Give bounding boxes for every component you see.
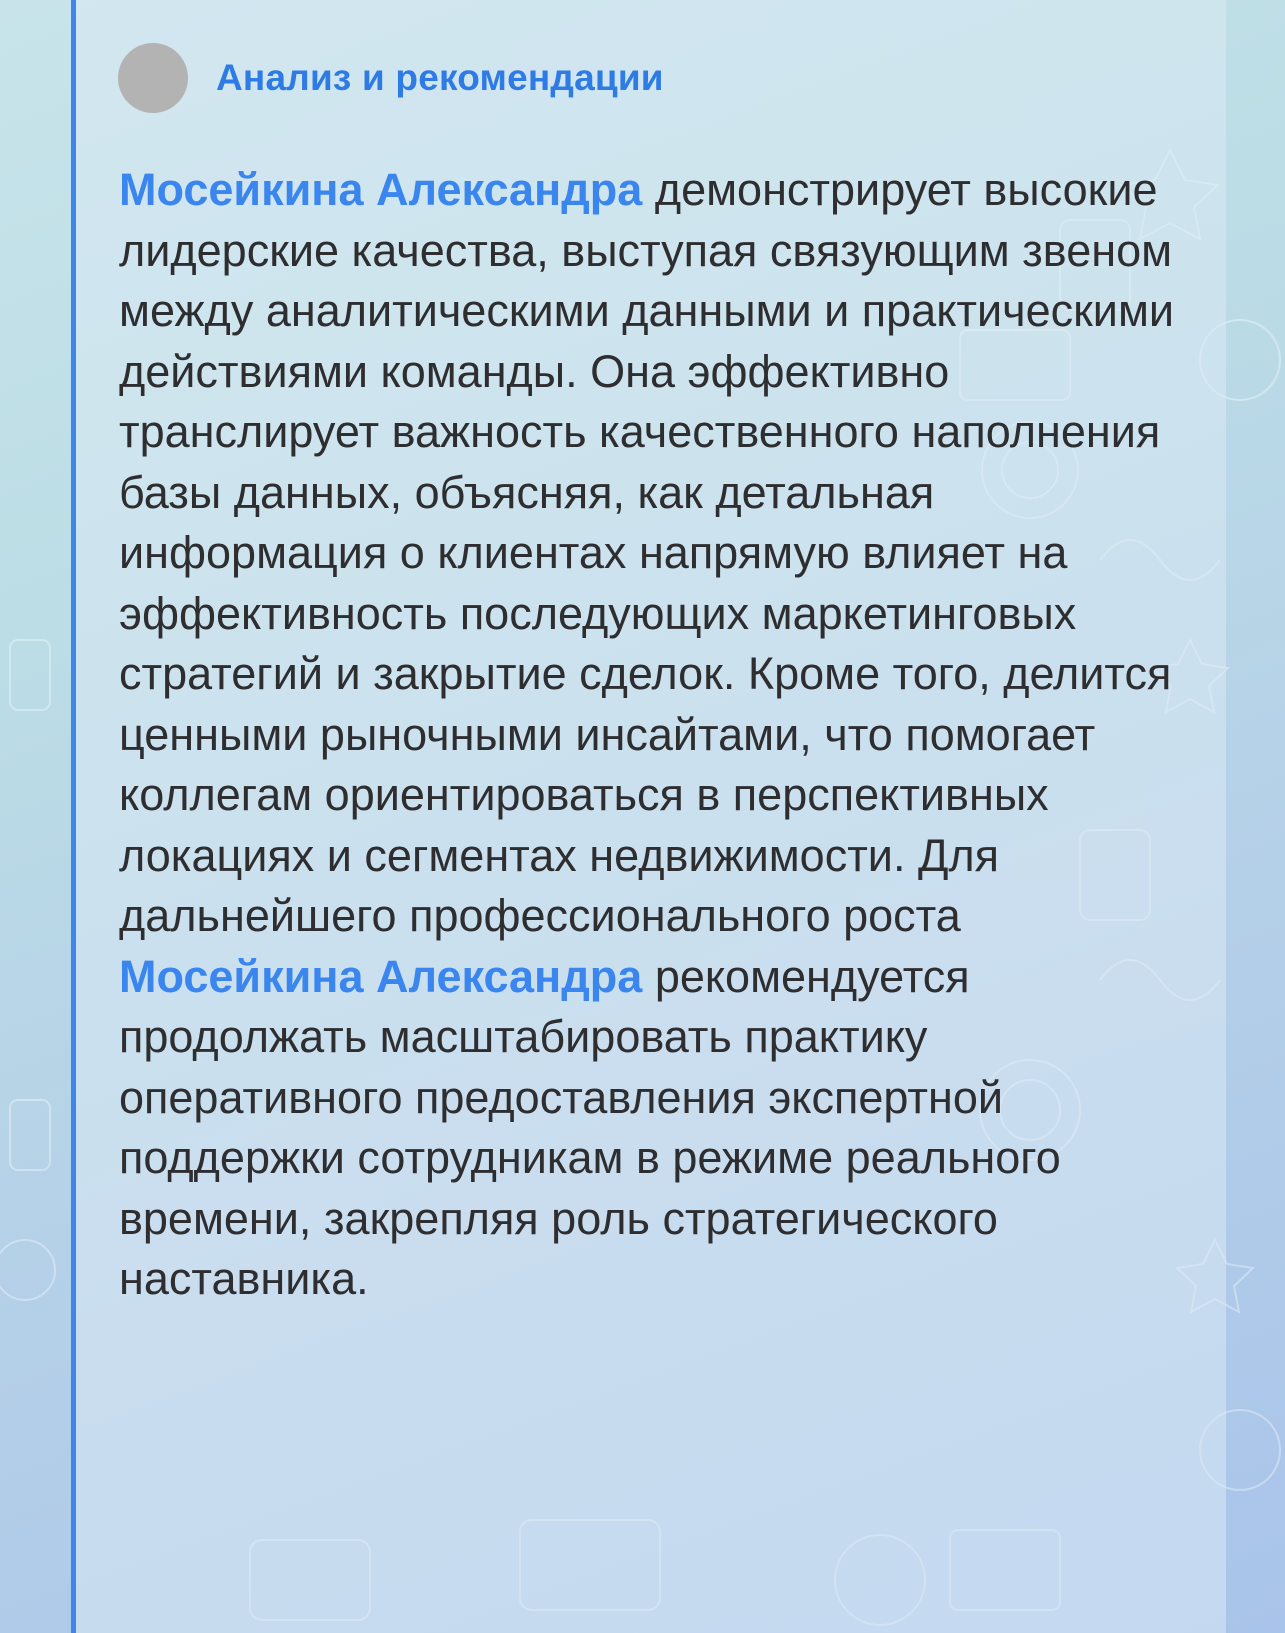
avatar-icon[interactable] — [118, 43, 188, 113]
message-text-part: демонстрирует высокие лидерские качества, выступая связующим звеном между аналитическими данными и практическими действиями команды. Она эффективно транслирует важность качественного наполнения базы данных, объясняя, как детальная информация о клиентах напрямую влияет на эффективность последующих маркетинговых стратегий и закрытие сделок. Кроме того, делится ценными рыночными инсайтами, что помогает коллегам ориентироваться в перспективных локациях и сегментах недвижимости. Для дальнейшего профессионального роста — [119, 164, 1175, 941]
message-text — [119, 160, 1209, 1310]
message-text-part: рекомендуется продолжать масштабировать практику оперативного предоставления экспертной поддержки сотрудникам в режиме реального времени, закрепляя роль стратегического наставника. — [119, 950, 1061, 1304]
mention-link[interactable]: Мосейкина Александра — [119, 164, 643, 215]
mention-link[interactable]: Мосейкина Александра — [119, 950, 643, 1002]
quote-header — [118, 43, 664, 113]
quoted-message-card[interactable] — [71, 0, 1226, 1633]
quote-title[interactable]: Анализ и рекомендации — [216, 57, 664, 98]
